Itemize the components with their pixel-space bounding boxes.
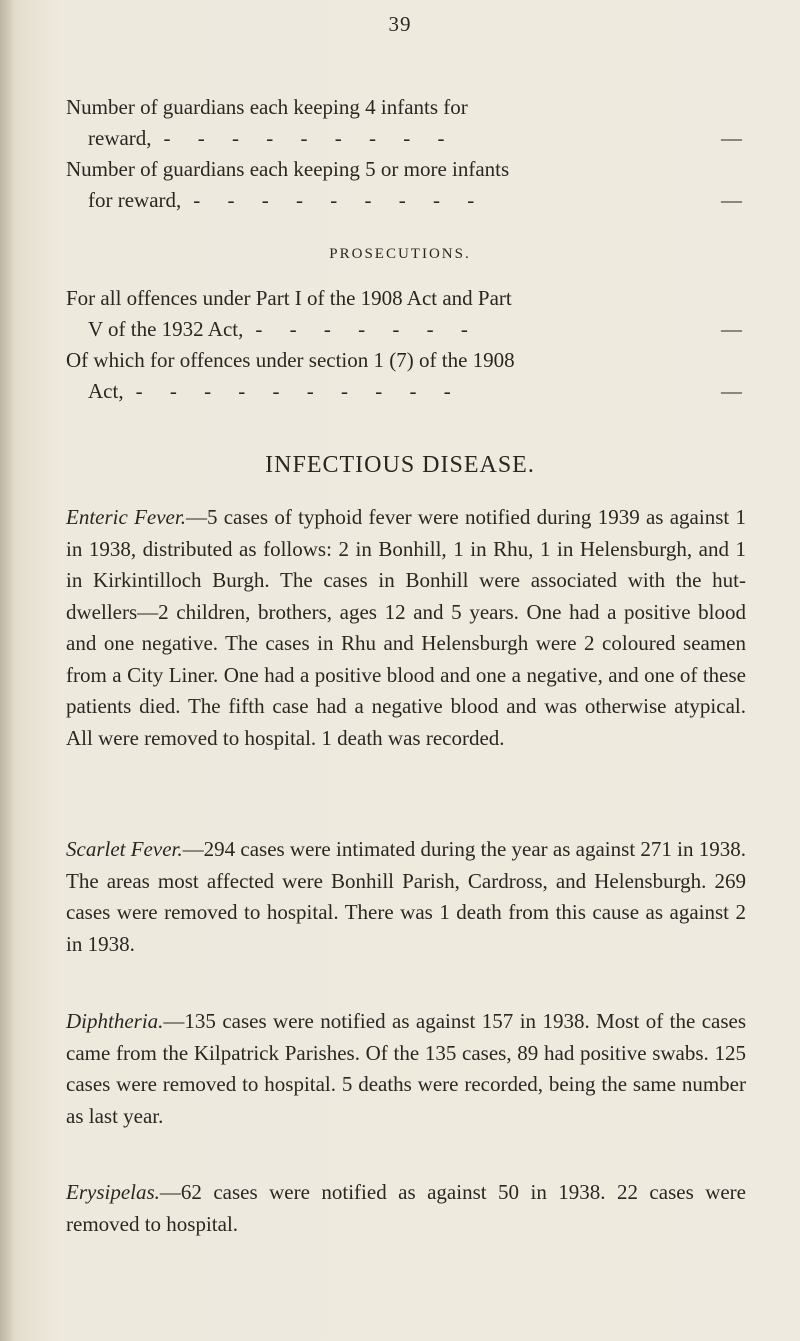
page-edge-shadow xyxy=(0,0,14,1341)
paragraph-erysipelas xyxy=(66,1177,746,1240)
entry-line1: For all offences under Part I of the 1908 Act and Part xyxy=(66,286,512,310)
guardians-entry-5-or-more-infants xyxy=(66,154,742,216)
paragraph-body: —294 cases were intimated during the year as against 271 in 1938. The areas most affected were Bonhill Parish, Cardross, and Helensburgh. 269 cases were removed to hospital. There was 1 death from this cause as against 2 in 1938. xyxy=(66,837,746,956)
prosecutions-heading: PROSECUTIONS. xyxy=(329,246,471,262)
infectious-disease-heading: INFECTIOUS DISEASE. xyxy=(265,452,535,478)
paragraph-lead: Diphtheria. xyxy=(66,1009,164,1033)
entry-label: V of the 1932 Act, xyxy=(88,317,244,341)
entry-value: — xyxy=(721,188,742,212)
paragraph-body: —135 cases were notified as against 157 in 1938. Most of the cases came from the Kilpatrick Parishes. Of the 135 cases, 89 had positive swabs. 125 cases were removed to hospital. 5 deaths were recorded, being the same number as last year. xyxy=(66,1009,746,1128)
paragraph-lead: Enteric Fever. xyxy=(66,505,186,529)
leader-dashes: - - - - - - - - - - xyxy=(135,379,462,403)
entry-value: — xyxy=(721,317,742,341)
entry-line1: Number of guardians each keeping 4 infants for xyxy=(66,95,468,119)
entry-line2 xyxy=(66,185,742,216)
leader-dashes: - - - - - - - xyxy=(255,317,479,341)
entry-line1: Number of guardians each keeping 5 or more infants xyxy=(66,157,510,181)
page-number: 39 xyxy=(388,12,412,36)
guardians-entry-4-infants xyxy=(66,92,742,154)
paragraph-enteric-fever xyxy=(66,502,746,754)
paragraph-body: —62 cases were notified as against 50 in 1938. 22 cases were removed to hospital. xyxy=(66,1180,746,1236)
entry-line1: Of which for offences under section 1 (7) of the 1908 xyxy=(66,348,515,372)
entry-line2 xyxy=(66,376,742,407)
entry-value: — xyxy=(721,126,742,150)
entry-value: — xyxy=(721,379,742,403)
prosecutions-entry-section-1-7 xyxy=(66,345,742,407)
entry-line2 xyxy=(66,123,742,154)
entry-label: Act, xyxy=(88,379,124,403)
entry-line2 xyxy=(66,314,742,345)
entry-label: reward, xyxy=(88,126,152,150)
leader-dashes: - - - - - - - - - xyxy=(163,126,456,150)
paragraph-lead: Erysipelas. xyxy=(66,1180,160,1204)
paragraph-lead: Scarlet Fever. xyxy=(66,837,183,861)
prosecutions-entry-all-offences xyxy=(66,283,742,345)
entry-label: for reward, xyxy=(88,188,182,212)
leader-dashes: - - - - - - - - - xyxy=(193,188,486,212)
paragraph-scarlet-fever xyxy=(66,834,746,960)
paragraph-body: —5 cases of typhoid fever were notified during 1939 as against 1 in 1938, distributed as follows: 2 in Bonhill, 1 in Rhu, 1 in Helensburgh, and 1 in Kirkintilloch Burgh. The cases in Bonhill were associated with the hut-dwellers—2 children, brothers, ages 12 and 5 years. One had a positive blood and one negative. The cases in Rhu and Helensburgh were 2 coloured seamen from a City Liner. One had a positive blood and one a negative, and one of these patients died. The fifth case had a negative blood and was otherwise atypical. All were removed to hospital. 1 death was recorded. xyxy=(66,505,746,750)
paragraph-diphtheria xyxy=(66,1006,746,1132)
